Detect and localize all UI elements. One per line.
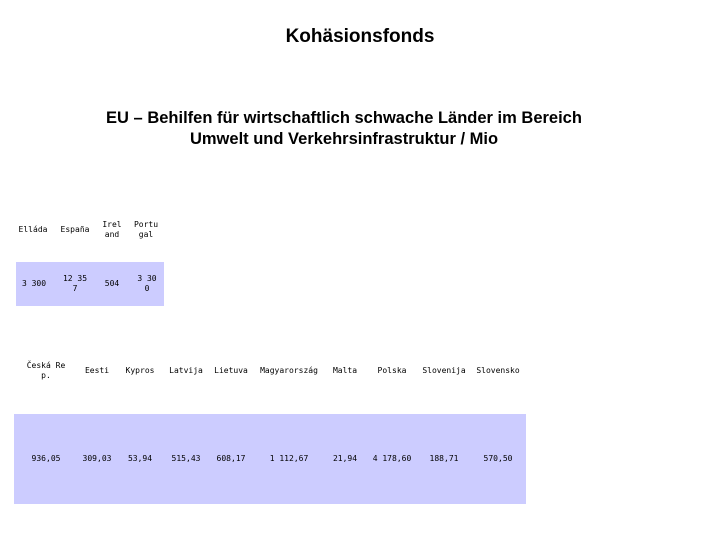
table1-header-greece: Elláda — [18, 225, 48, 234]
table1-value-ireland: 504 — [104, 279, 120, 288]
table2-value-czech: 936,05 — [31, 454, 61, 463]
table2-header-estonia: Eesti — [84, 366, 110, 375]
slide-subtitle — [64, 108, 624, 150]
table2-value-slovenia: 188,71 — [429, 454, 459, 463]
table2-header-lithuania: Lietuva — [214, 366, 248, 375]
table2-value-estonia: 309,03 — [82, 454, 112, 463]
slide-title: Kohäsionsfonds — [285, 26, 435, 47]
table2-header-slovakia: Slovensko — [476, 366, 520, 375]
table1-header-spain: España — [60, 225, 90, 234]
table2-value-malta: 21,94 — [332, 454, 358, 463]
table2-value-slovakia: 570,50 — [483, 454, 513, 463]
table2-value-lithuania: 608,17 — [216, 454, 246, 463]
table2-header-cyprus: Kypros — [125, 366, 155, 375]
table2-header-hungary: Magyarország — [260, 366, 318, 375]
table2-header-latvia: Latvija — [169, 366, 203, 375]
table1-value-greece: 3 300 — [21, 279, 47, 288]
table1-header-ireland: Ireland — [102, 220, 122, 239]
table2-header-malta: Malta — [332, 366, 358, 375]
subtitle-line-1: EU – Behilfen für wirtschaftlich schwache Länder im Bereich — [106, 109, 582, 127]
table2-value-latvia: 515,43 — [171, 454, 201, 463]
table1-value-spain: 12 357 — [62, 274, 88, 293]
table2-header-poland: Polska — [377, 366, 407, 375]
table2-value-cyprus: 53,94 — [127, 454, 153, 463]
table2-header-czech: Česká Rep. — [26, 361, 66, 380]
table1-header-portugal: Portugal — [133, 220, 159, 239]
table2-header-slovenia: Slovenija — [422, 366, 466, 375]
table1-value-portugal: 3 300 — [137, 274, 157, 293]
subtitle-line-2: Umwelt und Verkehrsinfrastruktur / Mio — [189, 130, 499, 148]
table2-value-hungary: 1 112,67 — [269, 454, 309, 463]
table2-value-poland: 4 178,60 — [372, 454, 412, 463]
